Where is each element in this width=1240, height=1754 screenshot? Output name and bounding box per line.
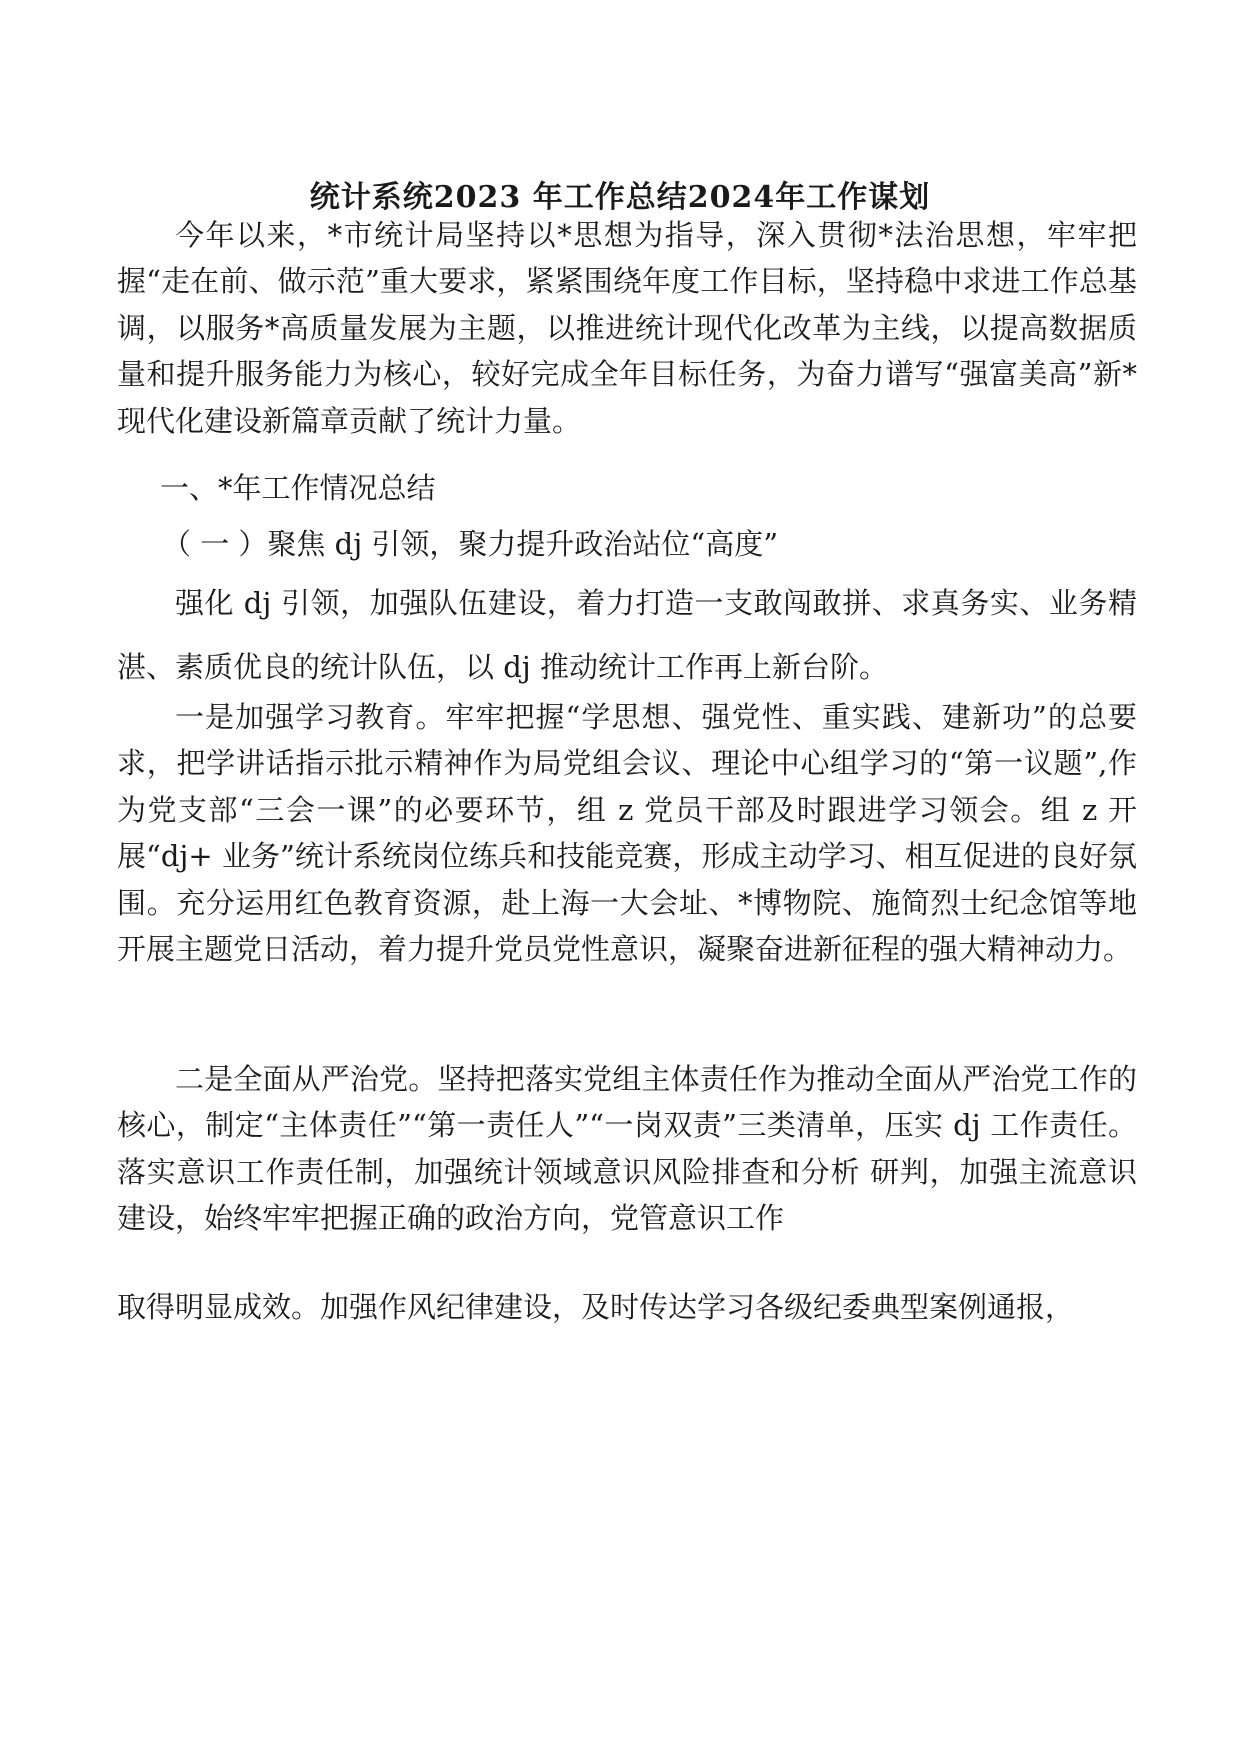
study-paragraph: 一是加强学习教育。牢牢把握“学思想、强党性、重实践、建新功”的总要求，把学讲话指示批示精神作为局党组会议、理论中心组学习的“第一议题”,作为党支部“三会一课”的必要环节，组 z 党员干部及时跟进学习领会。组 z 开展“dj+ 业务”统计系统岗位练兵和技能竞赛，形成主动学习、相互促进的良好氛围。充分运用红色教育资源，赴上海一大会址、*博物院、施简烈士纪念馆等地开展主题党日活动，着力提升党员党性意识，凝聚奋进新征程的强大精神动力。 xyxy=(117,700,1137,967)
continued-paragraph: 取得明显成效。加强作风纪律建设，及时传达学习各级纪委典型案例通报， xyxy=(117,1290,1075,1324)
dj-paragraph: 强化 dj 引领，加强队伍建设，着力打造一支敢闯敢拼、求真务实、业务精湛、素质优良的统计队伍，以 dj 推动统计工作再上新台阶。 xyxy=(117,586,1137,684)
subsection-heading: （ 一 ）聚焦 dj 引领，聚力提升政治站位“高度” xyxy=(162,527,779,561)
intro-paragraph: 今年以来，*市统计局坚持以*思想为指导，深入贯彻*法治思想，牢牢把握“走在前、做示范”重大要求，紧紧围绕年度工作目标，坚持稳中求进工作总基调，以服务*高质量发展为主题，以推进统计现代化改革为主线，以提高数据质量和提升服务能力为核心，较好完成全年目标任务，为奋力谱写“强富美高”新*现代化建设新篇章贡献了统计力量。 xyxy=(117,218,1137,438)
document-title: 统计系统2023 年工作总结2024年工作谋划 xyxy=(309,180,931,215)
discipline-paragraph: 二是全面从严治党。坚持把落实党组主体责任作为推动全面从严治党工作的核心，制定“主体责任”“第一责任人”“一岗双责”三类清单，压实 dj 工作责任。落实意识工作责任制，加强统计领域意识风险排查和分析 研判，加强主流意识建设，始终牢牢把握正确的政治方向，党管意识工作 xyxy=(117,1062,1137,1236)
section-heading: 一、*年工作情况总结 xyxy=(160,471,436,505)
